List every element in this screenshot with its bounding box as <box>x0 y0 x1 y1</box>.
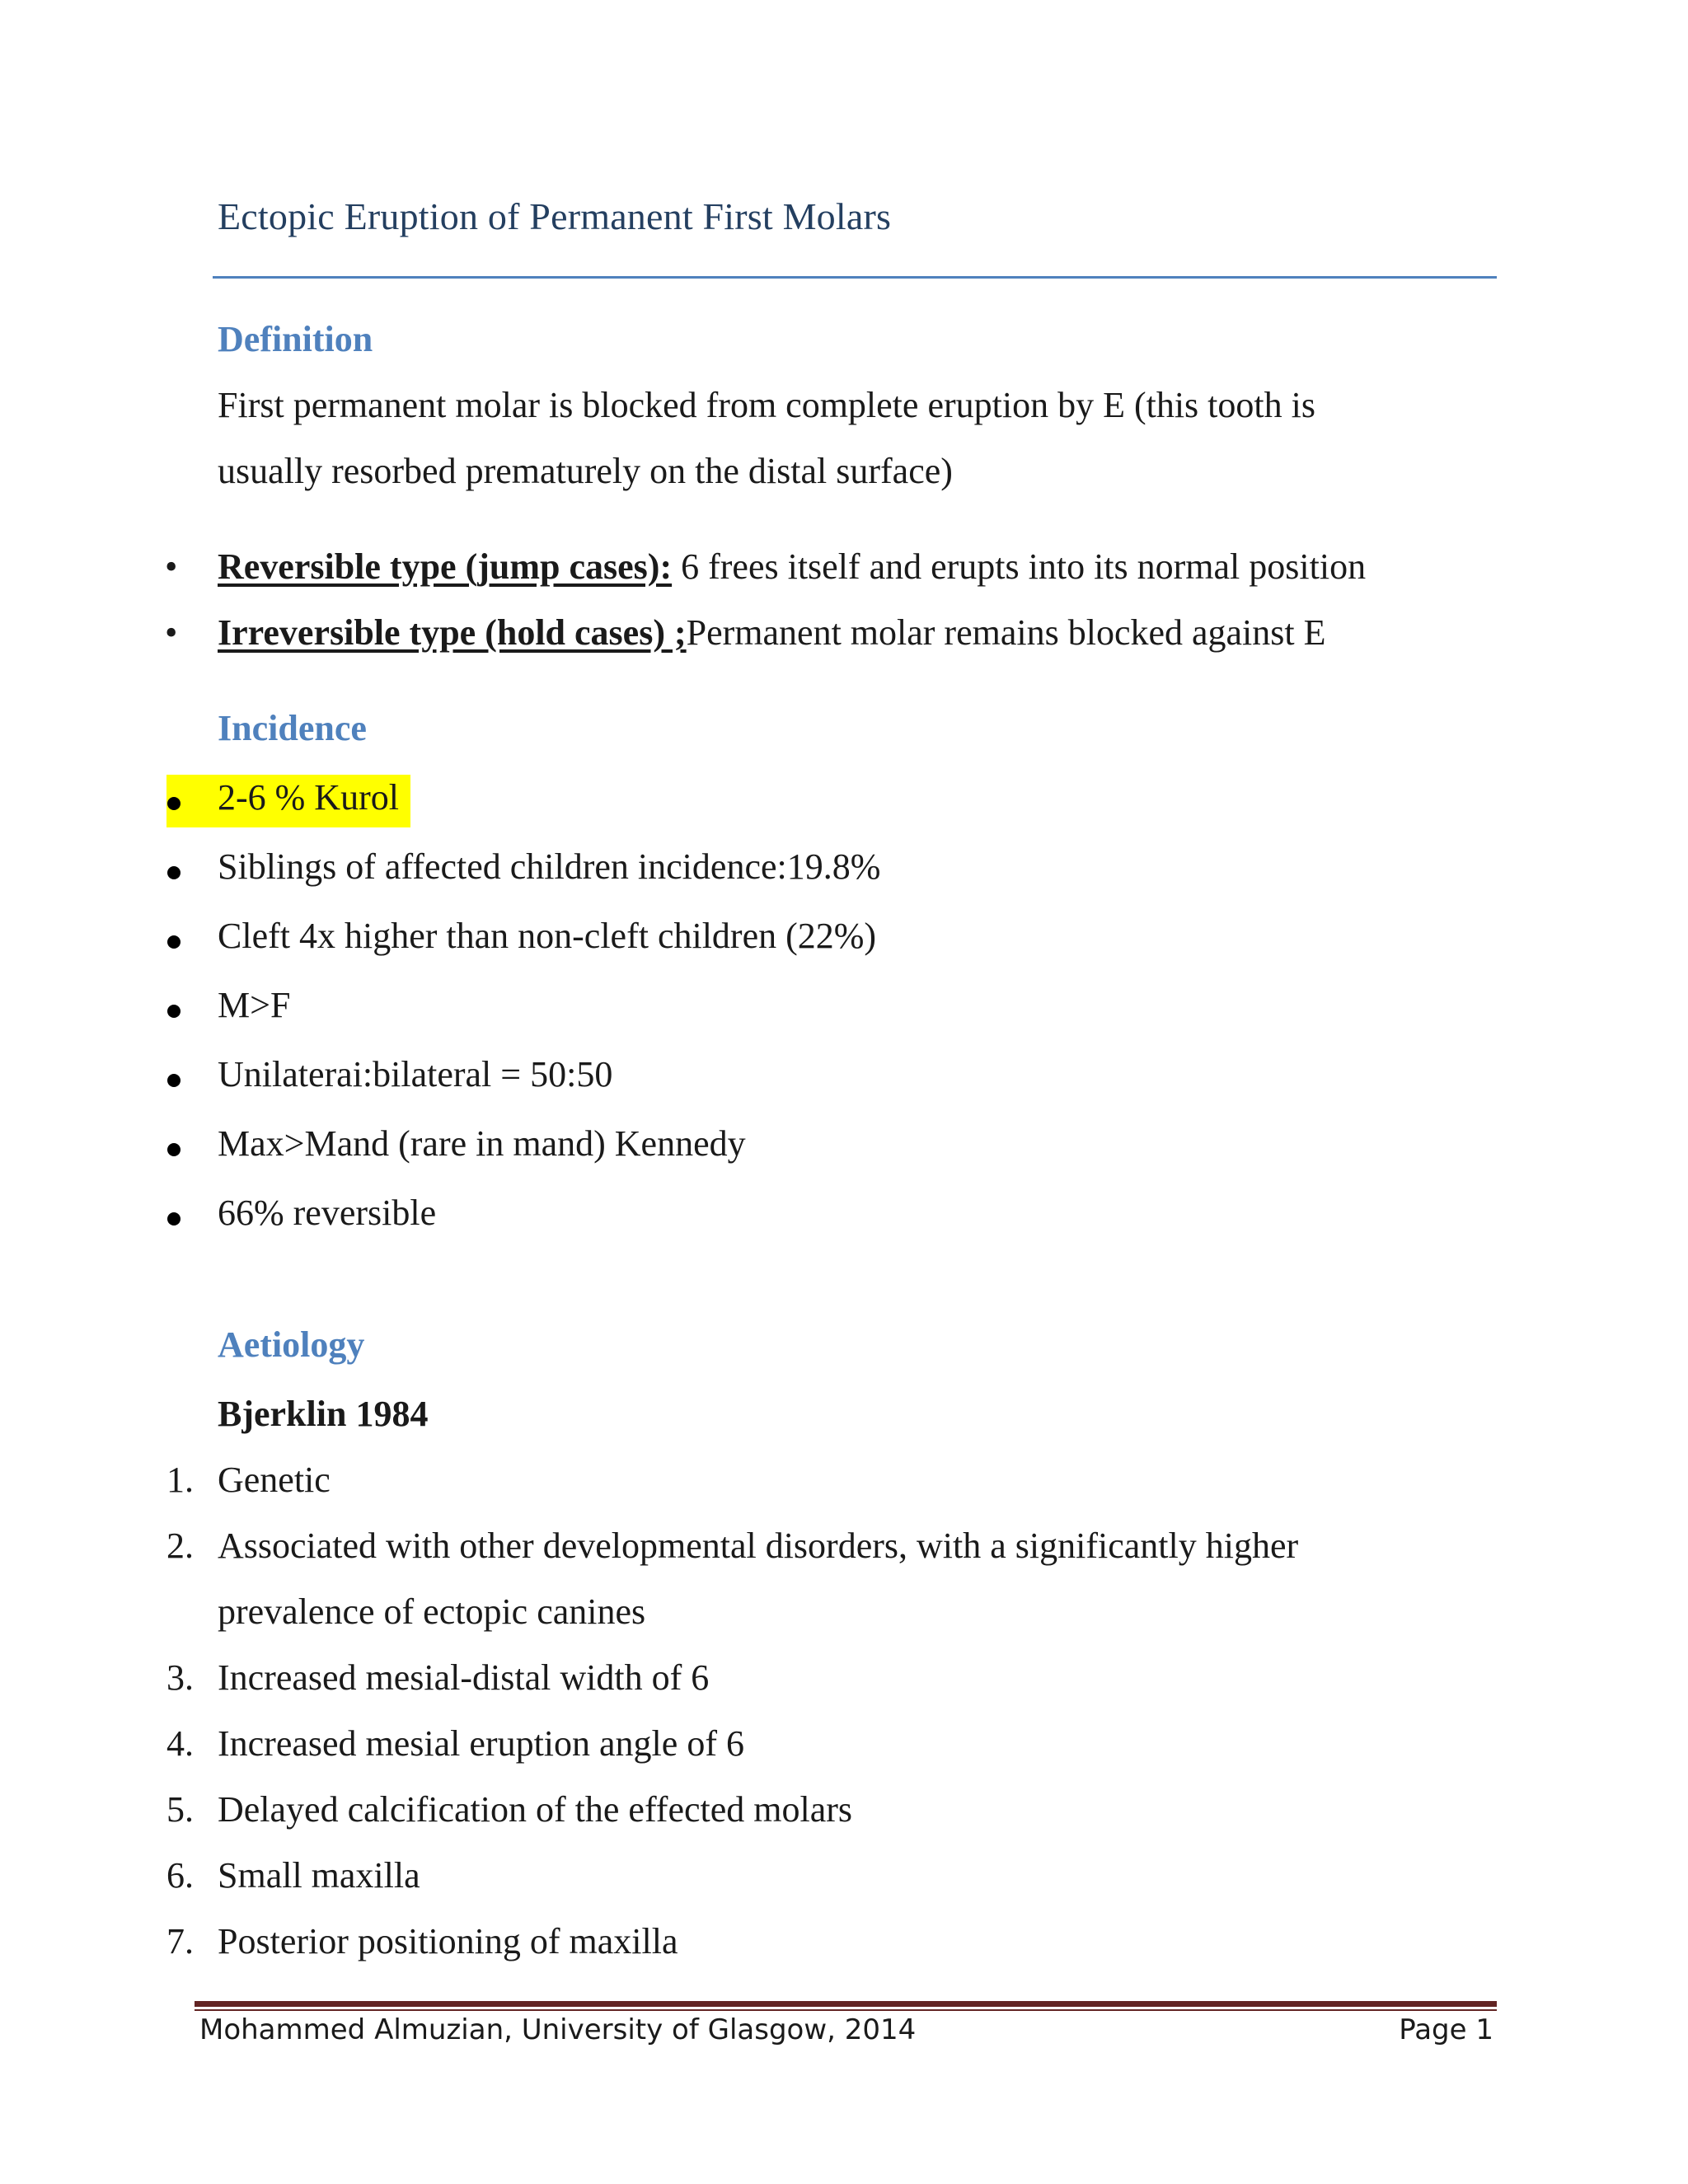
numbered-item-continuation: prevalence of ectopic canines <box>218 1591 646 1632</box>
bullet-marker: • <box>165 612 178 653</box>
item-number: 4. <box>166 1723 194 1764</box>
bullet-icon <box>167 1005 181 1018</box>
footer-page-number: Page 1 <box>1399 2013 1493 2046</box>
bullet-icon <box>167 1212 181 1226</box>
item-number: 1. <box>166 1460 194 1500</box>
incidence-heading: Incidence <box>218 708 367 748</box>
bullet-icon <box>167 935 181 949</box>
footer-rule-thick <box>195 2001 1497 2007</box>
item-number: 5. <box>166 1789 194 1830</box>
definition-line-1: First permanent molar is blocked from complete eruption by E (this tooth is <box>218 385 1315 425</box>
item-number: 6. <box>166 1855 194 1896</box>
footer-rule-thin <box>195 2009 1497 2011</box>
item-number: 2. <box>166 1526 194 1566</box>
type-description: Permanent molar remains blocked against E <box>686 612 1326 653</box>
aetiology-subheading: Bjerklin 1984 <box>218 1394 429 1434</box>
document-title: Ectopic Eruption of Permanent First Molars <box>218 195 892 237</box>
item-number: 3. <box>166 1657 194 1698</box>
definition-heading: Definition <box>218 319 373 359</box>
type-description: 6 frees itself and erupts into its normal position <box>672 546 1367 587</box>
type-label: Irreversible type (hold cases) ; <box>218 612 687 653</box>
document-page: Ectopic Eruption of Permanent First Molars Definition First permanent molar is blocked from complete eruption by E (this tooth is usually resorbed prematurely on the distal surface) • Reversible type (jump cases): 6 frees itself and erupts into its normal position • Irreversible type (hold cases) ;Permanent molar remains blocked against E Incidence 2-6 % Kurol Siblings of affected children incidence:19.8% Cleft 4x higher than non-cleft children (22%) M>F Unilaterai:bilateral = 50:50 Max>Mand (rare in mand) Kennedy 66% reversible Aetiology Bjerklin 1984 1. Genetic 2. Associated with other developmental disorders, with a significantly higher prevalence of ectopic canines 3. Increased mesial-distal width of 6 4. Increased mesial eruption angle of 6 5. Delayed calcification of the effected molars 6. Small maxilla 7. Posterior positioning of maxilla Mohammed Almuzian, University of Glasgow, 2014 Page 1 <box>0 0 1688 2184</box>
aetiology-heading: Aetiology <box>218 1324 365 1365</box>
bullet-icon <box>167 866 181 879</box>
footer-author: Mohammed Almuzian, University of Glasgow, 2014 <box>199 2013 917 2046</box>
bullet-icon <box>167 797 181 810</box>
bullet-marker: • <box>165 546 178 587</box>
item-number: 7. <box>166 1921 194 1961</box>
bullet-icon <box>167 1074 181 1087</box>
title-underline-rule <box>213 276 1497 279</box>
bullet-icon <box>167 1143 181 1156</box>
definition-line-2: usually resorbed prematurely on the distal surface) <box>218 451 953 491</box>
type-label: Reversible type (jump cases): <box>218 546 673 587</box>
